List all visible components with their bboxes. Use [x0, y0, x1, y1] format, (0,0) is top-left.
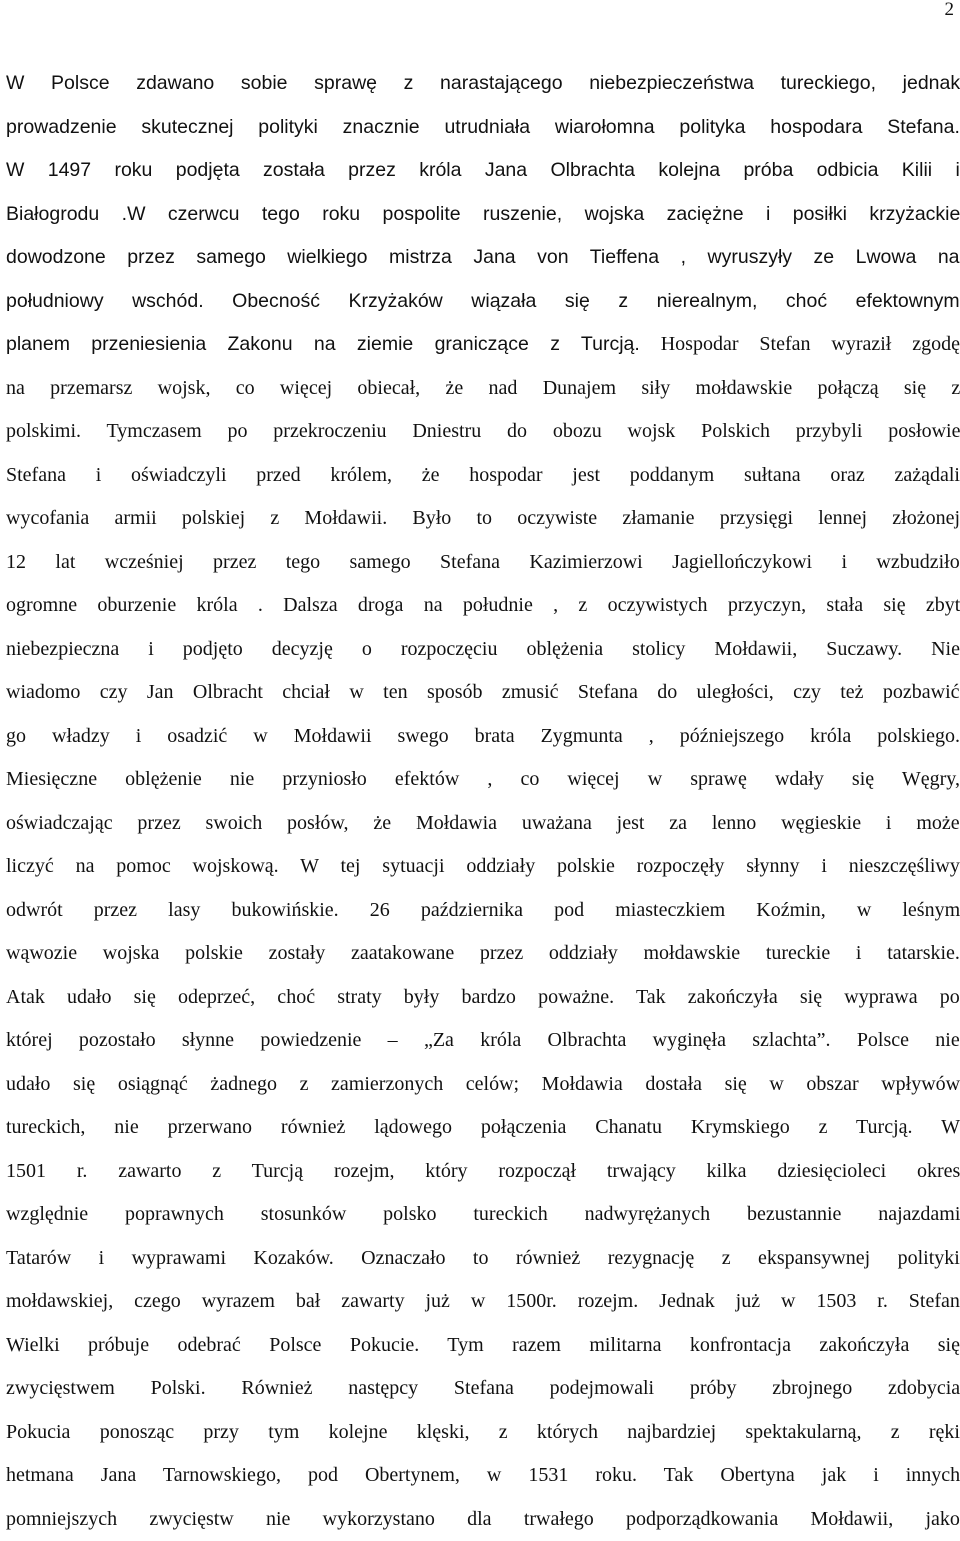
text-line-9-part-1: polskimi. [6, 420, 81, 442]
text-line-17: Miesięczne oblężenie nie przyniosło efektów , co więcej w sprawę wdały się Węgry, [6, 758, 960, 802]
text-line-4 [6, 193, 960, 237]
text-line-24: udało się osiągnąć żadnego z zamierzonych celów; Mołdawia dostała się w obszar wpływów [6, 1063, 960, 1107]
text-line-16: go władzy i osadzić w Mołdawii swego brata Zygmunta , późniejszego króla polskiego. [6, 715, 960, 759]
text-line-20: odwrót przez lasy bukowińskie. 26 października pod miasteczkiem Koźmin, w leśnym [6, 889, 960, 933]
text-line-33: hetmana Jana Tarnowskiego, pod Obertynem, w 1531 roku. Tak Obertyna jak i innych [6, 1454, 960, 1498]
text-line-7-part-2: Hospodar Stefan wyraził zgodę [640, 333, 960, 355]
text-line-25: tureckich, nie przerwano również lądowego połączenia Chanatu Krymskiego z Turcją. W [6, 1106, 960, 1150]
text-line-30: Wielki próbuje odebrać Polsce Pokucie. Tym razem militarna konfrontacja zakończyła się [6, 1324, 960, 1368]
text-line-22: Atak udało się odeprzeć, choć straty były bardzo poważne. Tak zakończyła się wyprawa po [6, 976, 960, 1020]
text-line-31: zwycięstwem Polski. Również następcy Stefana podejmowali próby zbrojnego zdobycia [6, 1367, 960, 1411]
text-line-7-part-1: planem przeniesienia Zakonu na ziemie graniczące z Turcją. [6, 333, 640, 355]
text-line-9-part-2: Tymczasem po przekroczeniu Dniestru do obozu wojsk Polskich przybyli posłowie [81, 420, 960, 442]
text-line-27: względnie poprawnych stosunków polsko tureckich nadwyrężanych bezustannie najazdami [6, 1193, 960, 1237]
text-line-26: 1501 r. zawarto z Turcją rozejm, który rozpoczął trwający kilka dziesięcioleci okres [6, 1150, 960, 1194]
text-line-18: oświadczając przez swoich posłów, że Mołdawia uważana jest za lenno węgieskie i może [6, 802, 960, 846]
document-body [6, 62, 960, 1541]
text-line-12: 12 lat wcześniej przez tego samego Stefana Kazimierzowi Jagiellończykowi i wzbudziło [6, 541, 960, 585]
text-line-7 [6, 323, 960, 367]
text-line-2: prowadzenie skutecznej polityki znacznie utrudniała wiarołomna polityka hospodara Stefana. [6, 106, 960, 150]
page-number: 2 [945, 0, 955, 19]
text-line-6 [6, 280, 960, 324]
text-line-1: W Polsce zdawano sobie sprawę z narastającego niebezpieczeństwa tureckiego, jednak [6, 62, 960, 106]
text-line-34: pomniejszych zwycięstw nie wykorzystano dla trwałego podporządkowania Mołdawii, jako [6, 1498, 960, 1541]
text-line-15: wiadomo czy Jan Olbracht chciał w ten sposób zmusić Stefana do uległości, czy też pozbawić [6, 671, 960, 715]
text-line-9 [6, 410, 960, 454]
text-line-5: dowodzone przez samego wielkiego mistrza Jana von Tieffena , wyruszyły ze Lwowa na [6, 236, 960, 280]
text-line-19: liczyć na pomoc wojskową. W tej sytuacji oddziały polskie rozpoczęły słynny i nieszczęśliwy [6, 845, 960, 889]
text-line-28: Tatarów i wyprawami Kozaków. Oznaczało to również rezygnację z ekspansywnej polityki [6, 1237, 960, 1281]
text-line-4-part-2: .W czerwcu tego roku pospolite ruszenie, wojska zaciężne i posiłki krzyżackie [122, 203, 960, 225]
text-line-32: Pokucia ponosząc przy tym kolejne klęski, z których najbardziej spektakularną, z ręki [6, 1411, 960, 1455]
text-line-4-part-1: Białogrodu [6, 203, 99, 225]
text-line-8: na przemarsz wojsk, co więcej obiecał, że nad Dunajem siły mołdawskie połączą się z [6, 367, 960, 411]
text-line-6-part-2: Obecność Krzyżaków wiązała się z nierealnym, choć efektownym [204, 290, 960, 312]
text-line-29: mołdawskiej, czego wyrazem bał zawarty już w 1500r. rozejm. Jednak już w 1503 r. Stefan [6, 1280, 960, 1324]
text-line-14: niebezpieczna i podjęto decyzję o rozpoczęciu oblężenia stolicy Mołdawii, Suczawy. Nie [6, 628, 960, 672]
text-line-10: Stefana i oświadczyli przed królem, że hospodar jest poddanym sułtana oraz zażądali [6, 454, 960, 498]
text-line-6-part-1: południowy wschód. [6, 290, 204, 312]
text-line-21: wąwozie wojska polskie zostały zaatakowane przez oddziały mołdawskie tureckie i tatarskie. [6, 932, 960, 976]
text-line-3: W 1497 roku podjęta została przez króla Jana Olbrachta kolejna próba odbicia Kilii i [6, 149, 960, 193]
text-line-11: wycofania armii polskiej z Mołdawii. Było to oczywiste złamanie przysięgi lennej złożonej [6, 497, 960, 541]
text-line-23: której pozostało słynne powiedzenie – „Za króla Olbrachta wyginęła szlachta”. Polsce nie [6, 1019, 960, 1063]
text-line-13: ogromne oburzenie króla . Dalsza droga na południe , z oczywistych przyczyn, stała się zbyt [6, 584, 960, 628]
